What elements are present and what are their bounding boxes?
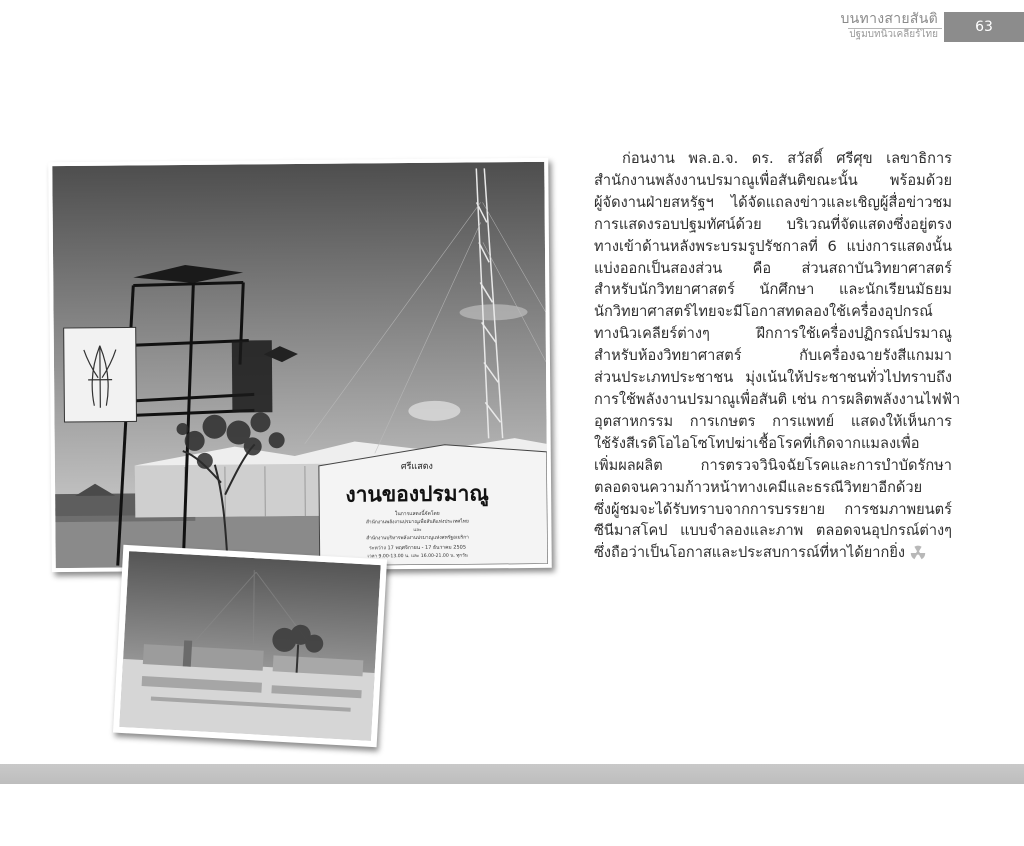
- page-number: [944, 12, 1024, 42]
- body-line: ผู้จัดงานฝ่ายสหรัฐฯ ได้จัดแถลงข่าวและเชิญผู้สื่อข่าวชม: [594, 193, 952, 211]
- book-subtitle: ปฐมบทนิวเคลียร์ไทย: [849, 29, 938, 40]
- site-photo: [113, 545, 387, 747]
- body-line: ตลอดจนความก้าวหน้าทางเคมีและธรณีวิทยาอีกด้วย: [594, 478, 923, 496]
- sign-line-5: ระหว่าง 17 พฤศจิกายน - 17 ธันวาคม 2505: [369, 544, 467, 552]
- sign-line-4: สำนักงานบริหารพลังงานปรมาณูแห่งสหรัฐอเมริกา: [366, 535, 469, 542]
- body-line: ซึ่งถือว่าเป็นโอกาสและประสบการณ์ที่หาได้ยากยิ่ง: [594, 544, 906, 562]
- sign-line-1: ในการแสดงนี้จัดโดย: [394, 510, 440, 518]
- body-line: สำหรับนักวิทยาศาสตร์ นักศึกษา และนักเรียนมัธยม: [594, 281, 952, 299]
- body-line: การใช้พลังงานปรมาณูเพื่อสันติ เช่น การผลิตพลังงานไฟฟ้า: [594, 390, 961, 408]
- sign-line-6: เวลา 9.00-13.00 น. และ 16.00-21.00 น. ทุกวัน: [367, 553, 468, 560]
- body-line: ทางนิวเคลียร์ต่างๆ ฝึกการใช้เครื่องปฏิกรณ์ปรมาณู: [594, 325, 952, 343]
- site-photo-image: [119, 551, 380, 741]
- exhibition-photo: [48, 158, 552, 572]
- body-line: สำหรับห้องวิทยาศาสตร์ กับเครื่องฉายรังสีแกมมา: [594, 347, 952, 365]
- body-line: การแสดงรอบปฐมทัศน์ด้วย บริเวณที่จัดแสดงซึ่งอยู่ตรง: [594, 215, 952, 233]
- body-line: ซีนีมาสโคป แบบจำลองและภาพ ตลอดจนอุปกรณ์ต่างๆ: [594, 522, 952, 540]
- running-head: [678, 10, 938, 42]
- radiation-trefoil-icon: [909, 544, 927, 562]
- body-line-last: [594, 542, 952, 564]
- body-line: ใช้รังสีเรดิโอไอโซโทปฆ่าเชื้อโรคที่เกิดจากแมลงเพื่อ: [594, 434, 920, 452]
- bottom-band: [0, 764, 1024, 784]
- sign-line-2: สำนักงานพลังงานปรมาณูเพื่อสันติแห่งประเทศไทย: [365, 519, 469, 526]
- page-number-text: 63: [975, 19, 993, 35]
- book-title: บนทางสายสันติ: [840, 11, 938, 27]
- body-paragraph: [594, 148, 961, 564]
- body-line: ทางเข้าด้านหลังพระบรมรูปรัชกาลที่ 6 แบ่งการแสดงนั้น: [594, 237, 952, 255]
- body-line: ก่อนงาน พล.อ.จ. ดร. สวัสดิ์ ศรีศุข เลขาธิการ: [622, 150, 952, 167]
- body-line: สำนักงานพลังงานปรมาณูเพื่อสันติขณะนั้น พร้อมด้วย: [594, 171, 952, 189]
- header-rule: [848, 28, 942, 29]
- body-line: ซึ่งผู้ชมจะได้รับทราบจากการบรรยาย การชมภาพยนตร์: [594, 500, 952, 518]
- body-line: นักวิทยาศาสตร์ไทยจะมีโอกาสทดลองใช้เครื่องอุปกรณ์: [594, 303, 933, 321]
- sign-header: ศรีแสดง: [400, 461, 433, 473]
- body-line: อุตสาหกรรม การเกษตร การแพทย์ แสดงให้เห็นการ: [594, 412, 952, 430]
- body-line: แบ่งออกเป็นสองส่วน คือ ส่วนสถาบันวิทยาศาสตร์: [594, 259, 952, 277]
- body-line: เพิ่มผลผลิต การตรวจวินิจฉัยโรคและการบำบัดรักษา: [594, 456, 952, 474]
- sign-line-3: และ: [413, 527, 422, 534]
- sign-title: งานของปรมาณู: [345, 481, 489, 507]
- body-line: ส่วนประเภทประชาชน มุ่งเน้นให้ประชาชนทั่วไปทราบถึง: [594, 369, 952, 387]
- exhibition-photo-image: [52, 162, 547, 568]
